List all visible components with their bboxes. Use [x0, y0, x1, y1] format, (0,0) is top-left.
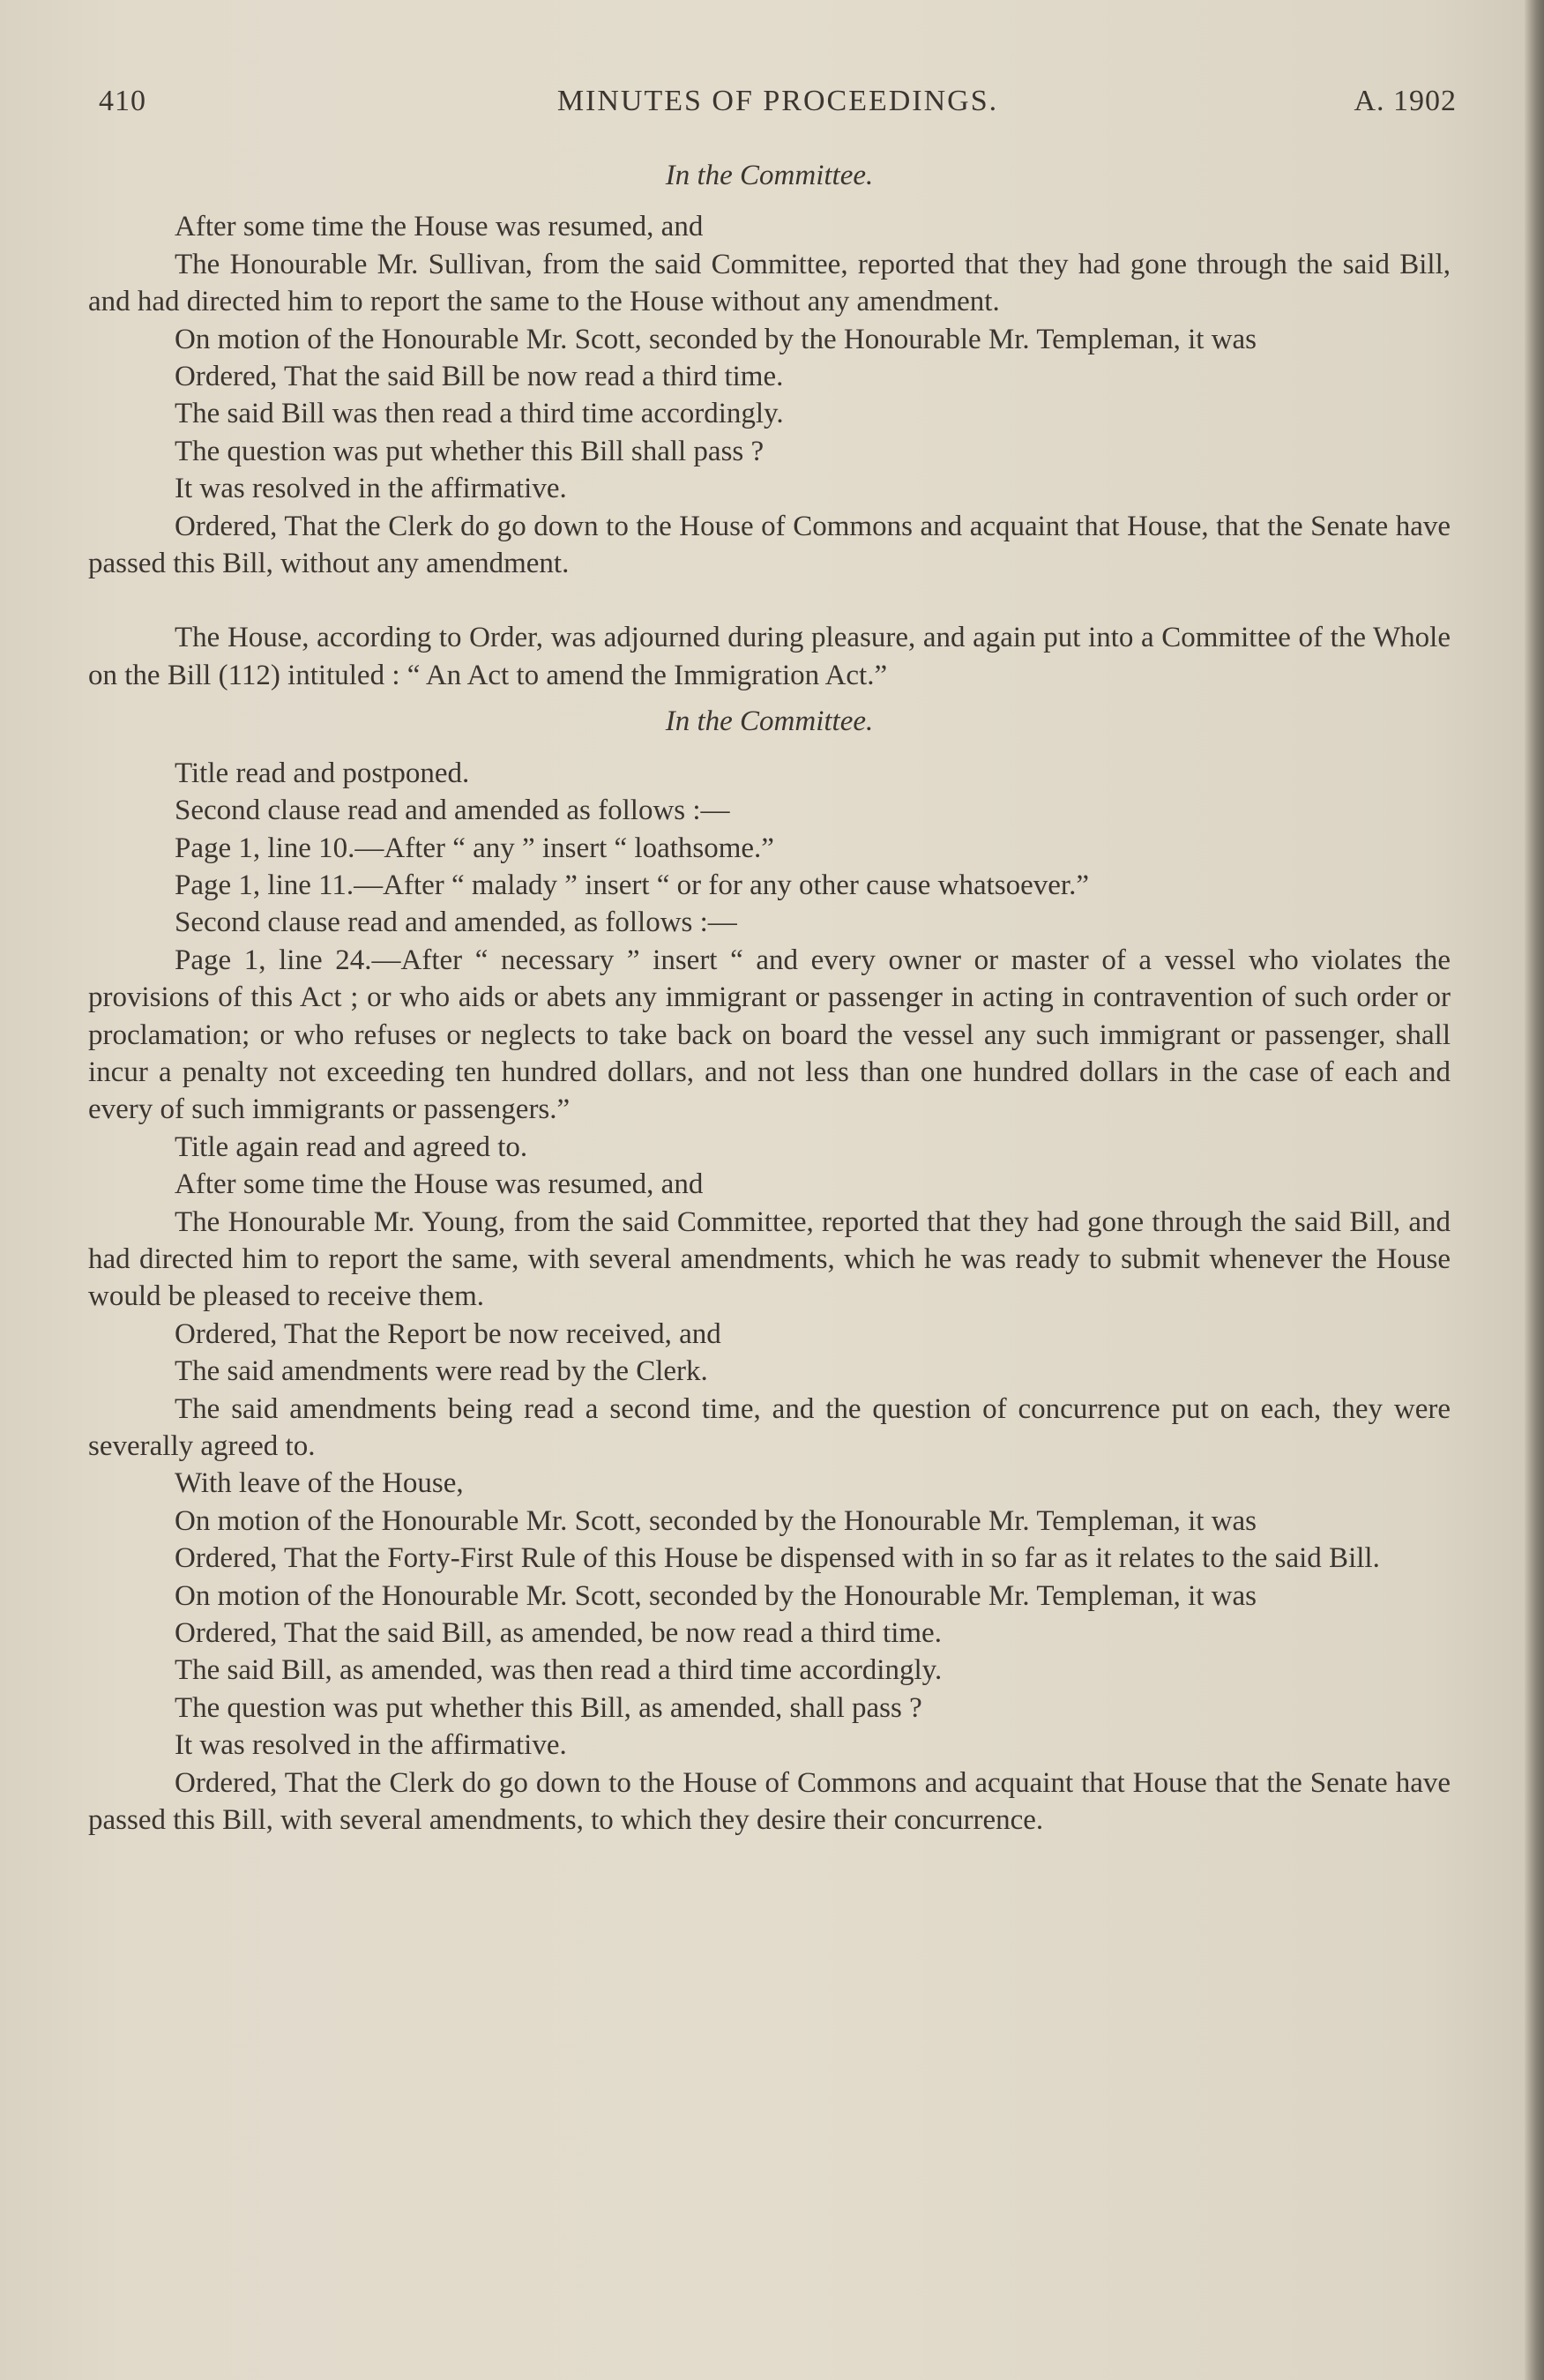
paragraph: Second clause read and amended as follows :—: [175, 795, 730, 827]
paragraph: After some time the House was resumed, and: [175, 211, 704, 243]
paragraph: The Honourable Mr. Young, from the said Committee, reported that they had gone through the said Bill, and had directed him to report the same, with several amendments, which he was ready to submit whenever the House would be pleased to receive them.: [88, 1205, 1451, 1313]
paragraph: With leave of the House,: [175, 1467, 464, 1500]
paragraph: After some time the House was resumed, and: [175, 1168, 704, 1201]
page-gutter-shadow: [1525, 0, 1544, 2380]
paragraph: Page 1, line 24.—After “ necessary ” insert “ and every owner or master of a vessel who violates the provisions of this Act ; or who aids or abets any immigrant or passenger in acting in contravention of such order or proclamation; or who refuses or neglects to take back on board the vessel any such immigrant or passenger, shall incur a penalty not exceeding ten hundred dollars, and not less than one hundred dollars in the case of each and every of such immigrants or passengers.”: [88, 944, 1451, 1126]
paragraph: The Honourable Mr. Sullivan, from the said Committee, reported that they had gone through the said Bill, and had directed him to report the same to the House without any amendment.: [88, 248, 1451, 318]
paragraph: The question was put whether this Bill, as amended, shall pass ?: [175, 1691, 922, 1724]
paragraph: Title again read and agreed to.: [175, 1130, 528, 1163]
body-text: [88, 148, 1451, 1839]
section-heading: In the Committee.: [665, 160, 874, 191]
paragraph: Ordered, That the said Bill be now read a third time.: [175, 361, 784, 393]
paragraph: The House, according to Order, was adjourned during pleasure, and again put into a Committee of the Whole on the Bill (112) intituled : “ An Act to amend the Immigration Act.”: [88, 622, 1451, 691]
paragraph: Second clause read and amended, as follows :—: [175, 906, 737, 939]
page-header: [99, 85, 1457, 129]
section-gap: [88, 582, 1451, 619]
paragraph: Ordered, That the said Bill, as amended, be now read a third time.: [175, 1617, 942, 1650]
paragraph: Ordered, That the Clerk do go down to the House of Commons and acquaint that House, that the Senate have passed this Bill, without any amendment.: [88, 510, 1451, 580]
section-heading: In the Committee.: [665, 705, 874, 738]
paragraph: It was resolved in the affirmative.: [175, 1729, 567, 1762]
paragraph: The said amendments were read by the Clerk.: [175, 1355, 708, 1388]
paragraph: The said Bill was then read a third time accordingly.: [175, 398, 784, 430]
paragraph: Ordered, That the Report be now received, and: [175, 1317, 721, 1350]
paragraph: Title read and postponed.: [175, 757, 470, 789]
paragraph: Page 1, line 10.—After “ any ” insert “ loathsome.”: [175, 832, 774, 864]
running-title: MINUTES OF PROCEEDINGS.: [556, 85, 999, 117]
paragraph: The question was put whether this Bill shall pass ?: [175, 435, 765, 467]
paragraph: On motion of the Honourable Mr. Scott, seconded by the Honourable Mr. Templeman, it was: [175, 1579, 1257, 1612]
paragraph: The said amendments being read a second time, and the question of concurrence put on each, they were severally agreed to.: [88, 1392, 1451, 1462]
paragraph: It was resolved in the affirmative.: [175, 473, 567, 505]
paragraph: Page 1, line 11.—After “ malady ” insert “ or for any other cause whatsoever.”: [175, 869, 1089, 901]
year-label: A. 1902: [1354, 85, 1457, 117]
page-number: 410: [99, 85, 146, 117]
paragraph: Ordered, That the Forty-First Rule of this House be dispensed with in so far as it relates to the said Bill.: [175, 1542, 1380, 1575]
paragraph: The said Bill, as amended, was then read a third time accordingly.: [175, 1654, 943, 1687]
paragraph: On motion of the Honourable Mr. Scott, seconded by the Honourable Mr. Templeman, it was: [175, 323, 1257, 355]
paragraph: Ordered, That the Clerk do go down to the House of Commons and acquaint that House that the Senate have passed this Bill, with several amendments, to which they desire their concurrence.: [88, 1766, 1451, 1837]
paragraph: On motion of the Honourable Mr. Scott, seconded by the Honourable Mr. Templeman, it was: [175, 1504, 1257, 1537]
